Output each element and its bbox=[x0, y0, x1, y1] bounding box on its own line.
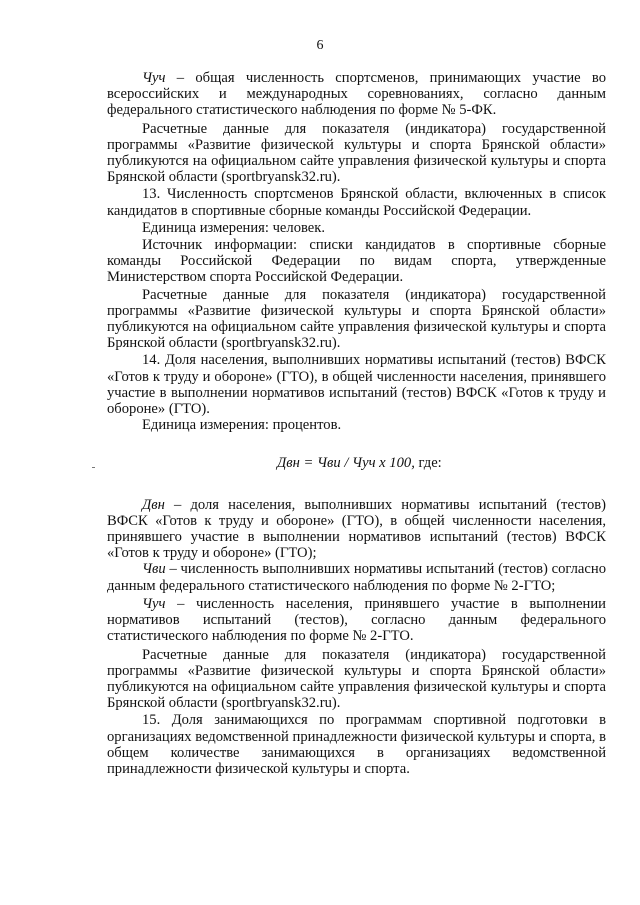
definition-dvn bbox=[107, 497, 606, 562]
publication-note: Расчетные данные для показателя (индикатора) государственной программы «Развитие физической культуры и спорта Брянской области» публикуются на официальном сайте управления физической культуры и спорта Брянской области (sportbryansk32.ru). bbox=[107, 286, 606, 352]
symbol-chuch: Чуч bbox=[142, 595, 166, 612]
unit-of-measure: Единица измерения: человек. bbox=[142, 219, 326, 236]
formula bbox=[107, 455, 606, 471]
formula-where: где: bbox=[414, 455, 442, 472]
document-body bbox=[107, 70, 606, 777]
unit-of-measure: Единица измерения: процентов. bbox=[142, 417, 342, 434]
definition-chuch-gto bbox=[107, 596, 606, 645]
symbol-chvi: Чви bbox=[142, 561, 166, 578]
definition-text: – доля населения, выполнивших нормативы испытаний (тестов) ВФСК «Готов к труду и обороне» (ГТО), в общей численности населения, принявшего участие в выполнении нормативов испытаний (тестов) ВФСК «Готов к труду и обороне» (ГТО); bbox=[107, 496, 606, 562]
information-source: Источник информации: списки кандидатов в спортивные сборные команды Российской Федерации по видам спорта, утвержденные Министерством спорта Российской Федерации. bbox=[107, 237, 606, 286]
definition-chvi bbox=[107, 561, 606, 593]
formula-expression: Двн = Чви / Чуч х 100, bbox=[277, 455, 415, 472]
definition-text: – численность выполнивших нормативы испытаний (тестов) согласно данным федерального статистического наблюдения по форме № 2-ГТО; bbox=[107, 561, 606, 594]
publication-note: Расчетные данные для показателя (индикатора) государственной программы «Развитие физической культуры и спорта Брянской области» публикуются на официальном сайте управления физической культуры и спорта Брянской области (sportbryansk32.ru). bbox=[107, 120, 606, 186]
publication-note: Расчетные данные для показателя (индикатора) государственной программы «Развитие физической культуры и спорта Брянской области» публикуются на официальном сайте управления физической культуры и спорта Брянской области (sportbryansk32.ru). bbox=[107, 646, 606, 712]
definition-text: – общая численность спортсменов, принимающих участие во всероссийских и международных соревнованиях, согласно данным федерального статистического наблюдения по форме № 5-ФК. bbox=[107, 70, 606, 119]
indicator-13-title: 13. Численность спортсменов Брянской области, включенных в список кандидатов в спортивные сборные команды Российской Федерации. bbox=[107, 186, 606, 219]
page-number: 6 bbox=[316, 38, 324, 53]
symbol-dvn: Двн bbox=[142, 496, 165, 513]
definition-text: – численность населения, принявшего участие в выполнении нормативов испытаний (тестов), согласно данным федерального статистического наблюдения по форме № 2-ГТО. bbox=[107, 595, 606, 645]
indicator-15-title: 15. Доля занимающихся по программам спортивной подготовки в организациях ведомственной принадлежности физической культуры и спорта, в общем количестве занимающихся в организациях ведомственной принадлежности физической культуры и спорта. bbox=[107, 712, 606, 777]
symbol-chuch: Чуч bbox=[142, 70, 166, 86]
margin-mark bbox=[92, 467, 95, 468]
indicator-14-title: 14. Доля населения, выполнивших нормативы испытаний (тестов) ВФСК «Готов к труду и обороне» (ГТО), в общей численности населения, принявшего участие в выполнении нормативов испытаний (тестов) ВФСК «Готов к труду и обороне» (ГТО). bbox=[107, 352, 606, 418]
definition-chuch-total bbox=[107, 70, 606, 119]
